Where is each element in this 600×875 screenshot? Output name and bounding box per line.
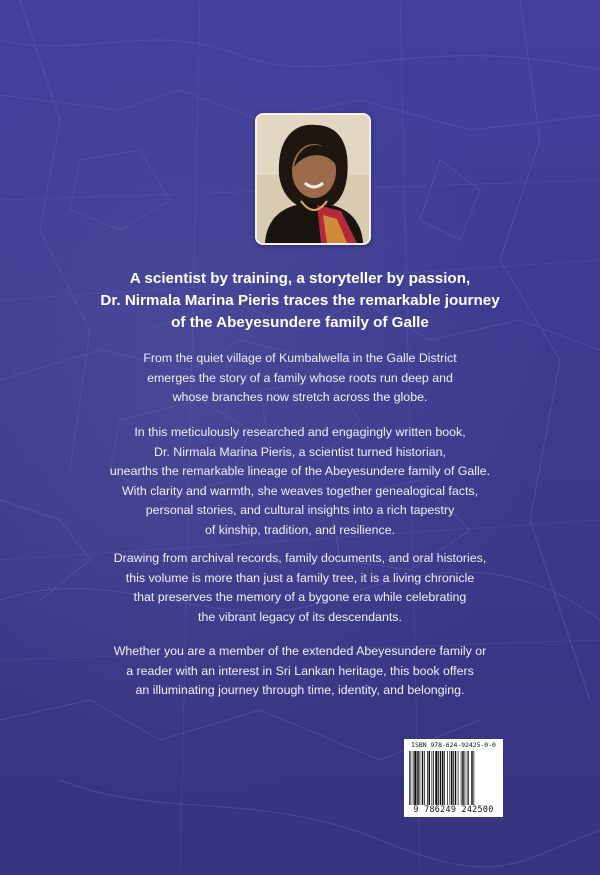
- barcode-bar: [453, 751, 454, 805]
- blurb-line: of kinship, tradition, and resilience.: [204, 522, 396, 537]
- barcode-bar: [429, 751, 431, 805]
- barcode-bar: [438, 751, 439, 805]
- blurb-line: whose branches now stretch across the globe.: [172, 390, 428, 404]
- barcode-bar: [427, 751, 428, 805]
- blurb-line: Dr. Nirmala Marina Pieris, a scientist turned historian,: [154, 444, 446, 459]
- barcode-bar: [474, 751, 475, 805]
- blurb-line: In this meticulously researched and engagingly written book,: [134, 425, 466, 439]
- barcode-bar: [424, 751, 425, 805]
- blurb-line: From the quiet village of Kumbalwella in the Galle District: [143, 351, 457, 365]
- blurb-paragraph-1: [30, 349, 570, 408]
- barcode-bar: [465, 751, 466, 805]
- blurb-line: a reader with an interest in Sri Lankan heritage, this book offers: [126, 663, 474, 678]
- barcode-bar: [461, 751, 462, 805]
- blurb-line: With clarity and warmth, she weaves together genealogical facts,: [121, 483, 479, 498]
- barcode-bar: [422, 751, 424, 805]
- tagline: [40, 268, 560, 334]
- barcode-bar: [432, 751, 433, 805]
- barcode-bar: [455, 751, 457, 805]
- isbn-barcode: [404, 739, 503, 817]
- barcode-bar: [417, 751, 419, 805]
- barcode-bar: [458, 751, 459, 805]
- blurb-line: unearths the remarkable lineage of the Abeyesundere family of Galle.: [109, 464, 491, 478]
- blurb-line: this volume is more than just a family tree, it is a living chronicle: [125, 570, 475, 585]
- blurb-line: Whether you are a member of the extended Abeyesundere family or: [113, 644, 487, 658]
- barcode-bar: [435, 751, 437, 805]
- author-photo-icon: [257, 115, 369, 243]
- barcode-bar: [471, 751, 473, 805]
- blurb-line: the vibrant legacy of its descendants.: [198, 609, 402, 624]
- tagline-line: Dr. Nirmala Marina Pieris traces the remarkable journey: [100, 292, 500, 309]
- barcode-bar: [409, 751, 410, 805]
- barcode-bar: [414, 751, 416, 805]
- barcode-digits: 9 786249 242500: [413, 804, 494, 814]
- barcode-bar: [433, 751, 434, 805]
- barcode-bar: [413, 751, 414, 805]
- blurb-line: an illuminating journey through time, identity, and belonging.: [135, 683, 465, 697]
- barcode-bar: [450, 751, 451, 805]
- tagline-line: A scientist by training, a storyteller by passion,: [129, 270, 471, 287]
- barcode-bar: [442, 751, 444, 805]
- blurb-paragraph-3: [30, 549, 570, 627]
- barcode-bar: [444, 751, 445, 805]
- barcode-bar: [467, 751, 468, 805]
- barcode-bar: [468, 751, 469, 805]
- barcode-bar: [420, 751, 421, 805]
- isbn-label: ISBN 978-624-92425-0-0: [411, 741, 496, 749]
- barcode-bars: [409, 751, 499, 805]
- barcode-bar: [440, 751, 442, 805]
- blurb-line: personal stories, and cultural insights into a rich tapestry: [145, 503, 455, 517]
- blurb-paragraph-4: [30, 642, 570, 701]
- barcode-bar: [451, 751, 453, 805]
- barcode-bar: [462, 751, 464, 805]
- barcode-bar: [411, 751, 412, 805]
- blurb-line: emerges the story of a family whose roots run deep and: [147, 370, 453, 385]
- blurb-line: that preserves the memory of a bygone era while celebrating: [133, 590, 467, 604]
- author-portrait: [255, 113, 371, 245]
- blurb-line: Drawing from archival records, family documents, and oral histories,: [113, 551, 487, 565]
- blurb-paragraph-2: [30, 423, 570, 540]
- tagline-line: of the Abeyesundere family of Galle: [171, 314, 429, 331]
- barcode-bar: [447, 751, 448, 805]
